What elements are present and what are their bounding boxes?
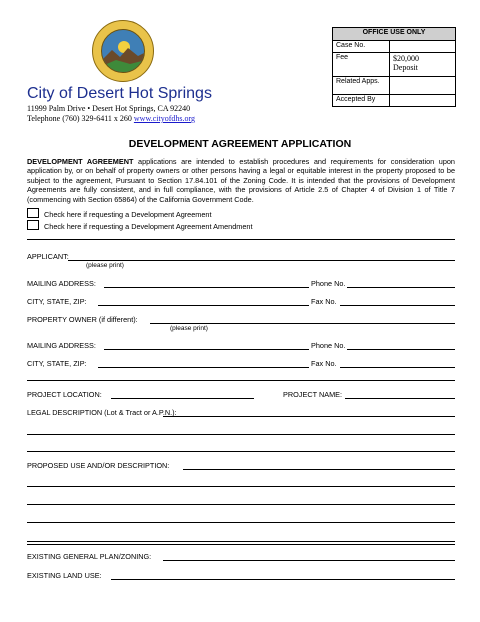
- existing-general-plan-input[interactable]: [163, 560, 455, 561]
- proposed-use-input[interactable]: [183, 469, 455, 470]
- office-row-value[interactable]: [390, 53, 456, 77]
- existing-general-plan-label: EXISTING GENERAL PLAN/ZONING:: [27, 552, 152, 561]
- office-row-label: Fee: [333, 53, 390, 77]
- intro-paragraph: [27, 157, 455, 204]
- section-divider: [27, 239, 455, 240]
- office-row-value[interactable]: [390, 95, 456, 107]
- applicant-hint: (please print): [86, 262, 124, 269]
- form-title: DEVELOPMENT AGREEMENT APPLICATION: [128, 138, 352, 150]
- section-divider: [27, 380, 455, 381]
- intro-text: applications are intended to establish procedures and requirements for consideration upon application by, or on behalf of property owners or other persons having a legal or equitable interest in the property proposed to be subject to the agreement, Pursuant to Section 17.84.101 of the Zoning Code. It is intended that the provisions of Development Agreements are fully consistent, and in full compliance, with the provisions of Article 2.5 of Chapter 4 of Division 1 of Title 7 (commencing with Section 65864) of the California Government Code.: [27, 157, 455, 204]
- office-use-title: OFFICE USE ONLY: [333, 28, 456, 41]
- city-telephone: Telephone (760) 329-6411 x 260: [27, 114, 132, 123]
- property-owner-label: PROPERTY OWNER (if different):: [27, 315, 138, 324]
- proposed-use-line[interactable]: [27, 504, 455, 505]
- legal-description-label: LEGAL DESCRIPTION (Lot & Tract or A.P.N.):: [27, 408, 177, 417]
- owner-mailing-address-input[interactable]: [104, 349, 309, 350]
- existing-land-use-label: EXISTING LAND USE:: [27, 571, 102, 580]
- legal-description-input[interactable]: [163, 416, 455, 417]
- owner-mailing-address-label: MAILING ADDRESS:: [27, 341, 96, 350]
- city-address: 11999 Palm Drive • Desert Hot Springs, CA 92240: [27, 104, 191, 113]
- city-contact: [27, 114, 195, 124]
- legal-description-line[interactable]: [27, 434, 455, 435]
- owner-fax-label: Fax No.: [311, 359, 337, 368]
- property-owner-input[interactable]: [150, 323, 455, 324]
- project-location-input[interactable]: [111, 398, 254, 399]
- intro-bold: DEVELOPMENT AGREEMENT: [27, 157, 134, 166]
- office-use-table: [332, 27, 456, 107]
- city-state-zip-label: CITY, STATE, ZIP:: [27, 297, 87, 306]
- amendment-checkbox[interactable]: [27, 220, 39, 230]
- proposed-use-line[interactable]: [27, 522, 455, 523]
- city-seal-logo: [92, 20, 154, 82]
- mailing-address-input[interactable]: [104, 287, 309, 288]
- city-address-block: [27, 104, 195, 124]
- applicant-label: APPLICANT:: [27, 252, 69, 261]
- applicant-input[interactable]: [68, 260, 455, 261]
- owner-city-state-zip-input[interactable]: [98, 367, 309, 368]
- fee-deposit: Deposit: [393, 63, 418, 72]
- phone-label: Phone No.: [311, 279, 346, 288]
- existing-land-use-input[interactable]: [111, 579, 455, 580]
- section-divider: [27, 451, 455, 452]
- project-name-input[interactable]: [345, 398, 455, 399]
- owner-city-state-zip-label: CITY, STATE, ZIP:: [27, 359, 87, 368]
- office-row-label: Case No.: [333, 41, 390, 53]
- fax-label: Fax No.: [311, 297, 337, 306]
- phone-input[interactable]: [347, 287, 455, 288]
- amendment-checkbox-label: Check here if requesting a Development Agreement Amendment: [44, 222, 253, 231]
- fee-amount: $20,000: [393, 54, 419, 63]
- section-divider: [27, 541, 455, 545]
- office-row-label: Accepted By: [333, 95, 390, 107]
- city-name: City of Desert Hot Springs: [27, 85, 212, 102]
- proposed-use-line[interactable]: [27, 486, 455, 487]
- office-row-value[interactable]: [390, 77, 456, 95]
- project-location-label: PROJECT LOCATION:: [27, 390, 102, 399]
- mailing-address-label: MAILING ADDRESS:: [27, 279, 96, 288]
- owner-phone-input[interactable]: [347, 349, 455, 350]
- office-row-value[interactable]: [390, 41, 456, 53]
- property-owner-hint: (please print): [170, 325, 208, 332]
- proposed-use-label: PROPOSED USE AND/OR DESCRIPTION:: [27, 461, 170, 470]
- project-name-label: PROJECT NAME:: [283, 390, 343, 399]
- office-row-label: Related Apps.: [333, 77, 390, 95]
- city-website-link[interactable]: www.cityofdhs.org: [133, 114, 196, 123]
- owner-fax-input[interactable]: [340, 367, 455, 368]
- development-agreement-checkbox[interactable]: [27, 208, 39, 218]
- owner-phone-label: Phone No.: [311, 341, 346, 350]
- seal-landscape: [101, 29, 145, 73]
- development-agreement-checkbox-label: Check here if requesting a Development Agreement: [44, 210, 212, 219]
- city-state-zip-input[interactable]: [98, 305, 309, 306]
- fax-input[interactable]: [340, 305, 455, 306]
